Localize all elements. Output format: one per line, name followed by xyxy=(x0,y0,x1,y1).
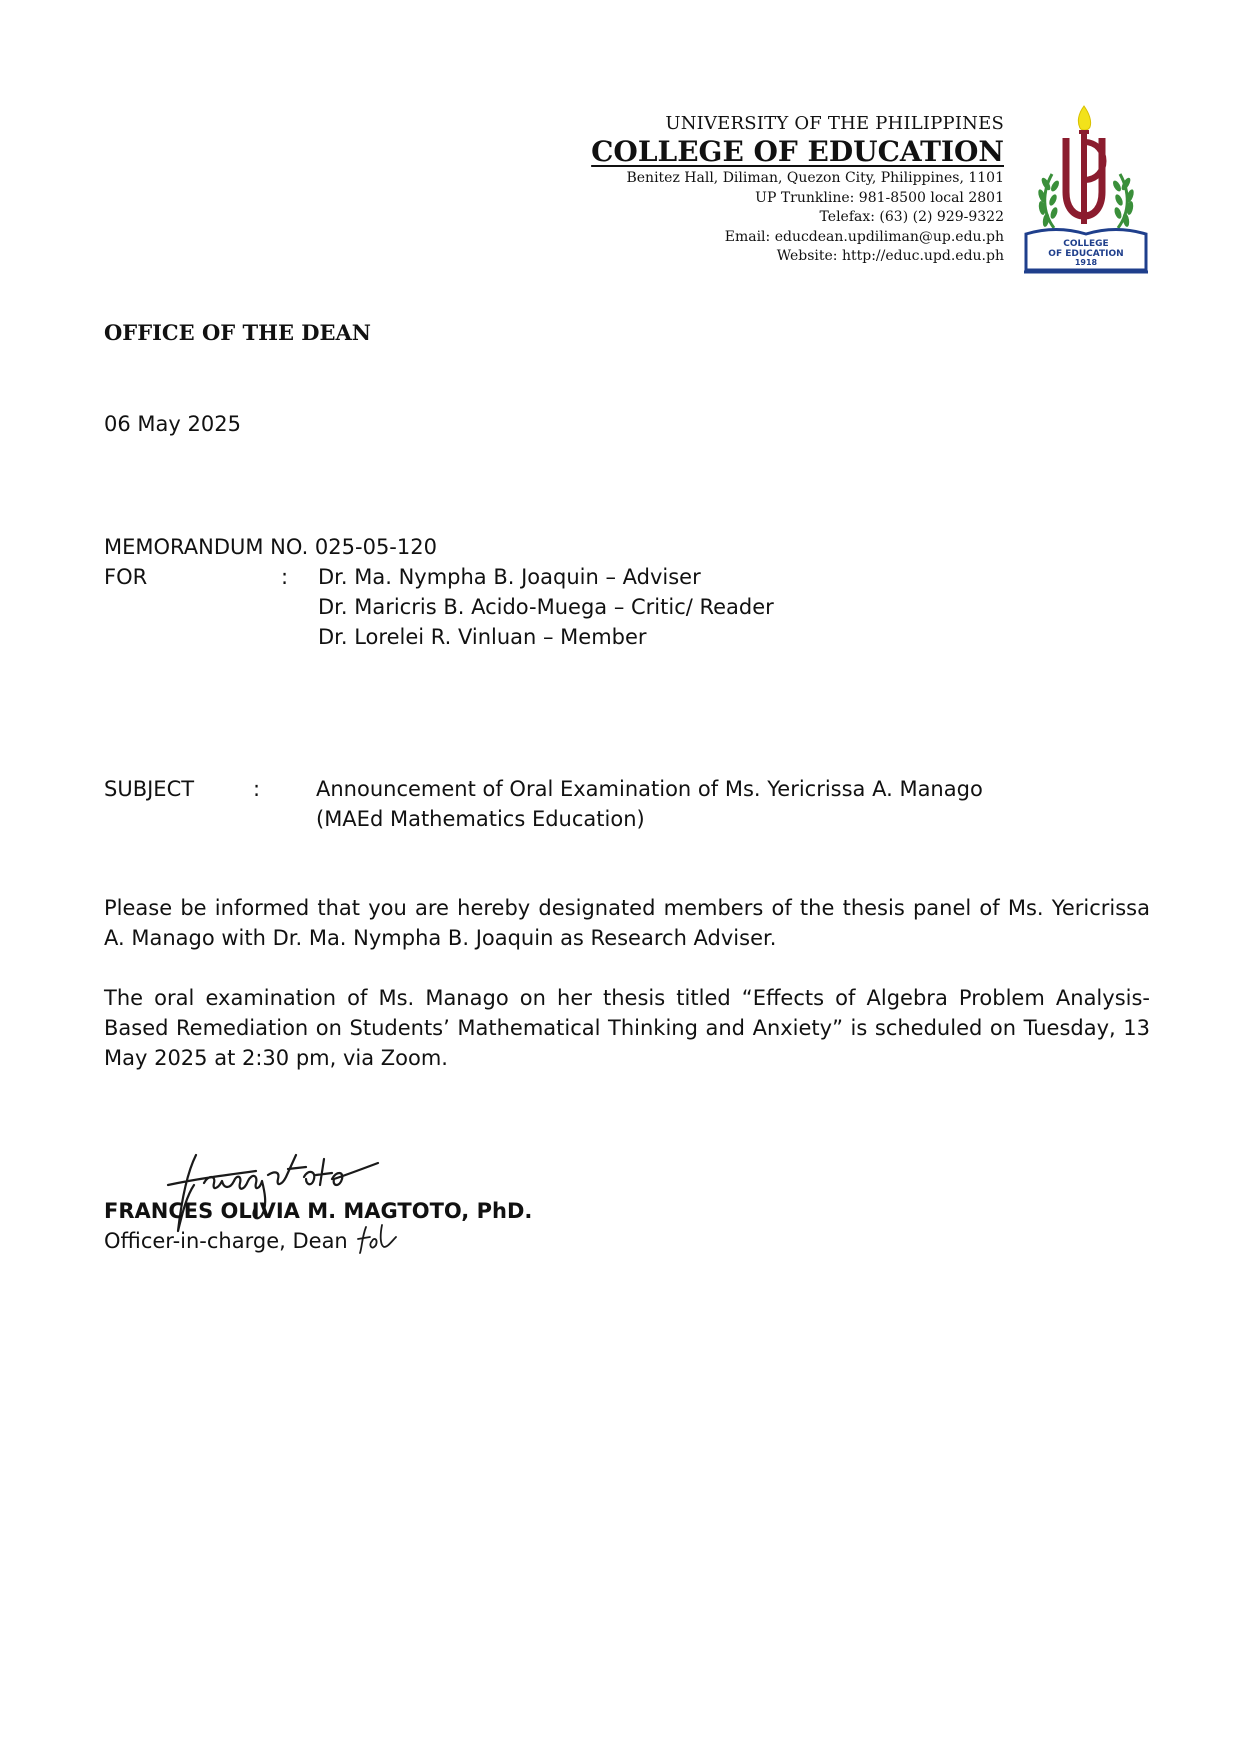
recipient-item: Dr. Maricris B. Acido-Muega – Critic/ Reader xyxy=(318,595,774,619)
telefax-line: Telefax: (63) (2) 929-9322 xyxy=(819,209,1004,225)
for-colon: : xyxy=(281,565,289,589)
subject-colon: : xyxy=(253,777,261,801)
body-paragraph-schedule: The oral examination of Ms. Manago on her thesis titled “Effects of Algebra Problem Analysis-Based Remediation on Students’ Mathematical Thinking and Anxiety” is scheduled on Tuesday, 13 May 2025 at 2:30 pm, via Zoom. xyxy=(104,986,1150,1070)
logo-text-year: 1918 xyxy=(1074,258,1098,267)
logo-text-college: COLLEGE xyxy=(1063,239,1109,249)
recipient-item: Dr. Lorelei R. Vinluan – Member xyxy=(318,625,647,649)
logo-text-education: OF EDUCATION xyxy=(1048,249,1124,259)
address-line: Benitez Hall, Diliman, Quezon City, Philippines, 1101 xyxy=(626,170,1004,186)
handwritten-initials xyxy=(356,1223,402,1255)
recipient-list xyxy=(318,562,774,652)
memo-date: 06 May 2025 xyxy=(104,412,241,436)
office-heading: OFFICE OF THE DEAN xyxy=(104,320,371,345)
email-line: Email: educdean.updiliman@up.edu.ph xyxy=(724,228,1004,245)
signatory-name: FRANCES OLIVIA M. MAGTOTO, PhD. xyxy=(104,1199,533,1223)
recipient-item: Dr. Ma. Nympha B. Joaquin – Adviser xyxy=(318,565,701,589)
subject-text xyxy=(316,774,983,834)
college-name: COLLEGE OF EDUCATION xyxy=(591,135,1004,168)
subject-line: Announcement of Oral Examination of Ms. Yericrissa A. Manago xyxy=(316,777,983,801)
body-paragraph-panel: Please be informed that you are hereby designated members of the thesis panel of Ms. Yericrissa A. Manago with Dr. Ma. Nympha B. Joaquin as Research Adviser. xyxy=(104,896,1150,950)
for-label: FOR xyxy=(104,565,148,589)
university-name: UNIVERSITY OF THE PHILIPPINES xyxy=(665,113,1004,134)
college-of-education-logo xyxy=(1022,100,1150,276)
subject-line: (MAEd Mathematics Education) xyxy=(316,807,645,831)
signatory-title: Officer-in-charge, Dean xyxy=(104,1229,348,1253)
letterhead xyxy=(591,113,1004,267)
subject-label: SUBJECT xyxy=(104,777,195,801)
trunkline-line: UP Trunkline: 981-8500 local 2801 xyxy=(755,189,1004,206)
website-line: Website: http://educ.upd.edu.ph xyxy=(776,248,1004,264)
memorandum-number: MEMORANDUM NO. 025-05-120 xyxy=(104,535,437,559)
